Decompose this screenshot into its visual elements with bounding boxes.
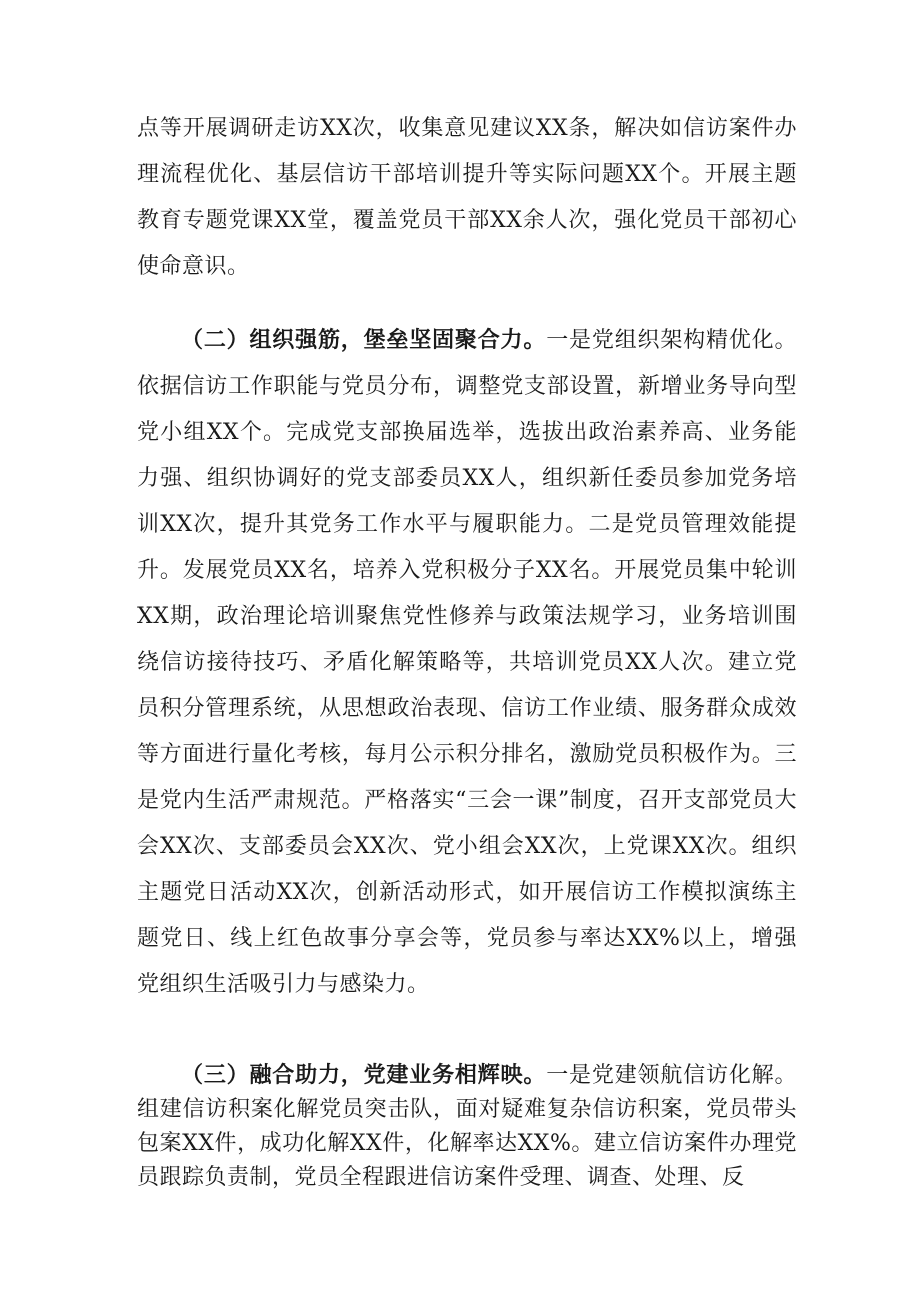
paragraph-integration bbox=[137, 1059, 797, 1195]
paragraph-3-heading: （三）融合助力，党建业务相辉映。 bbox=[181, 1063, 547, 1088]
paragraph-2-body: 一是党组织架构精优化。依据信访工作职能与党员分布，调整党支部设置，新增业务导向型党小组XX个。完成党支部换届选举，选拔出政治素养高、业务能力强、组织协调好的党支部委员XX人，组织新任委员参加党务培训XX次，提升其党务工作水平与履职能力。二是党员管理效能提升。发展党员XX名，培养入党积极分子XX名。开展党员集中轮训XX期，政治理论培训聚焦党性修养与政策法规学习，业务培训围绕信访接待技巧、矛盾化解策略等，共培训党员XX人次。建立党员积分管理系统，从思想政治表现、信访工作业绩、服务群众成效等方面进行量化考核，每月公示积分排名，激励党员积极作为。三是党内生活严肃规范。严格落实“三会一课”制度，召开支部党员大会XX次、支部委员会XX次、党小组会XX次，上党课XX次。组织主题党日活动XX次，创新活动形式，如开展信访工作模拟演练主题党日、线上红色故事分享会等，党员参与率达XX%以上，增强党组织生活吸引力与感染力。 bbox=[137, 328, 797, 997]
paragraph-3-body: 一是党建领航信访化解。组建信访积案化解党员突击队，面对疑难复杂信访积案，党员带头包案XX件，成功化解XX件，化解率达XX%。建立信访案件办理党员跟踪负责制，党员全程跟进信访案件受理、调查、处理、反 bbox=[137, 1063, 797, 1190]
paragraph-continuation bbox=[137, 106, 797, 290]
paragraph-organization bbox=[137, 318, 797, 1008]
paragraph-1-body: 点等开展调研走访XX次，收集意见建议XX条，解决如信访案件办理流程优化、基层信访干部培训提升等实际问题XX个。开展主题教育专题党课XX堂，覆盖党员干部XX余人次，强化党员干部初心使命意识。 bbox=[137, 116, 797, 279]
paragraph-2-heading: （二）组织强筋，堡垒坚固聚合力。 bbox=[181, 328, 547, 353]
